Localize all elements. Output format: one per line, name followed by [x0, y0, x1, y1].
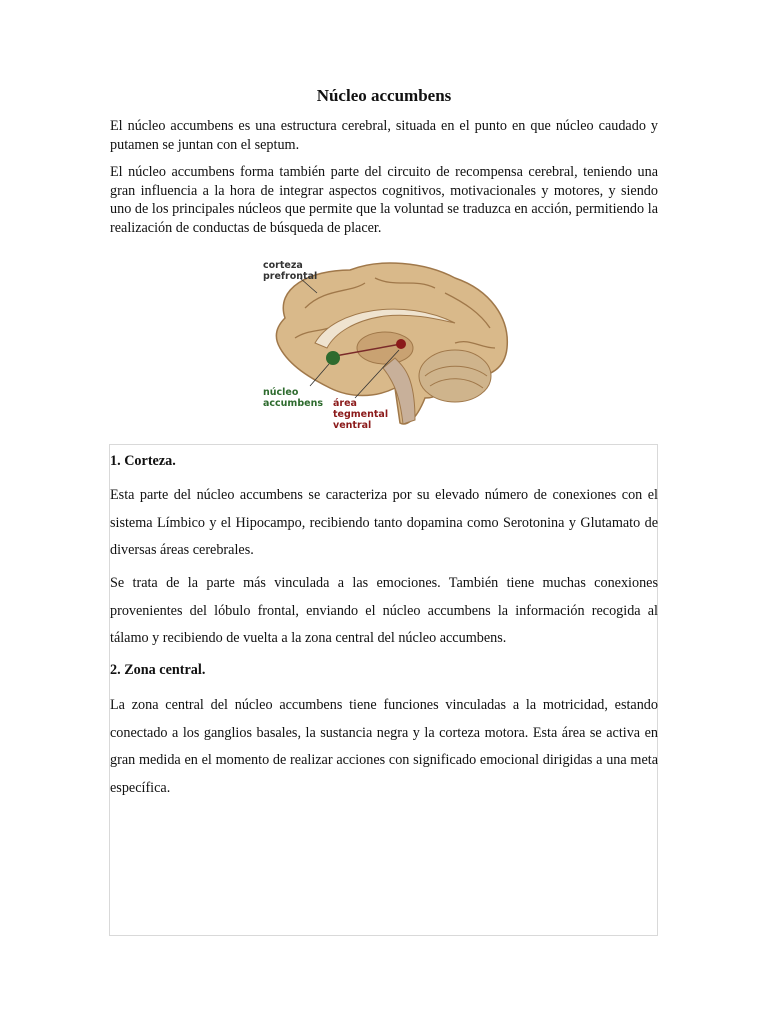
section-heading-corteza: 1. Corteza. — [110, 453, 176, 469]
page-title: Núcleo accumbens — [316, 86, 452, 105]
label-vta-line1: área — [333, 398, 357, 409]
label-cortex-line2: prefrontal — [263, 271, 318, 282]
intro-paragraph-1: El núcleo accumbens es una estructura cerebral, situada en el punto en que núcleo caudado y putamen se juntan con el septum. — [110, 118, 658, 153]
label-vta-line2: tegmental — [333, 409, 389, 420]
section-1-paragraph-2: Se trata de la parte más vinculada a las emociones. También tiene muchas conexiones provenientes del lóbulo frontal, enviando el núcleo accumbens la información recogida al tálamo y recibiendo de vuelta a la zona central del núcleo accumbens. — [110, 575, 658, 646]
section-1-paragraph-1: Esta parte del núcleo accumbens se caracteriza por su elevado número de conexiones con el sistema Límbico y el Hipocampo, recibiendo tanto dopamina como Serotonina y Glutamato de diversas áreas cerebrales. — [110, 487, 658, 558]
section-2-paragraph-1: La zona central del núcleo accumbens tiene funciones vinculadas a la motricidad, estando conectado a los ganglios basales, la sustancia negra y la corteza motora. Esta área se activa en gran medida en el momento de realizar acciones con significado emocional dirigidas a una meta específica. — [110, 697, 658, 796]
label-nucleus-line1: núcleo — [263, 387, 299, 398]
vta-marker — [396, 339, 406, 349]
label-cortex-line1: corteza — [263, 260, 303, 271]
cerebellum-shape — [419, 350, 491, 402]
intro-paragraph-2: El núcleo accumbens forma también parte del circuito de recompensa cerebral, teniendo una gran influencia a la hora de integrar aspectos cognitivos, motivacionales y motores, y siendo uno de los principales núcleos que permite que la voluntad se traduzca en acción, permitiendo la realización de conductas de búsqueda de placer. — [110, 164, 658, 236]
section-heading-zona-central: 2. Zona central. — [110, 662, 206, 678]
brain-sagittal-drawing — [255, 248, 515, 430]
label-vta-line3: ventral — [333, 420, 372, 430]
nucleus-accumbens-marker — [326, 351, 340, 365]
label-nucleus-line2: accumbens — [263, 398, 323, 409]
brain-illustration — [255, 248, 515, 430]
